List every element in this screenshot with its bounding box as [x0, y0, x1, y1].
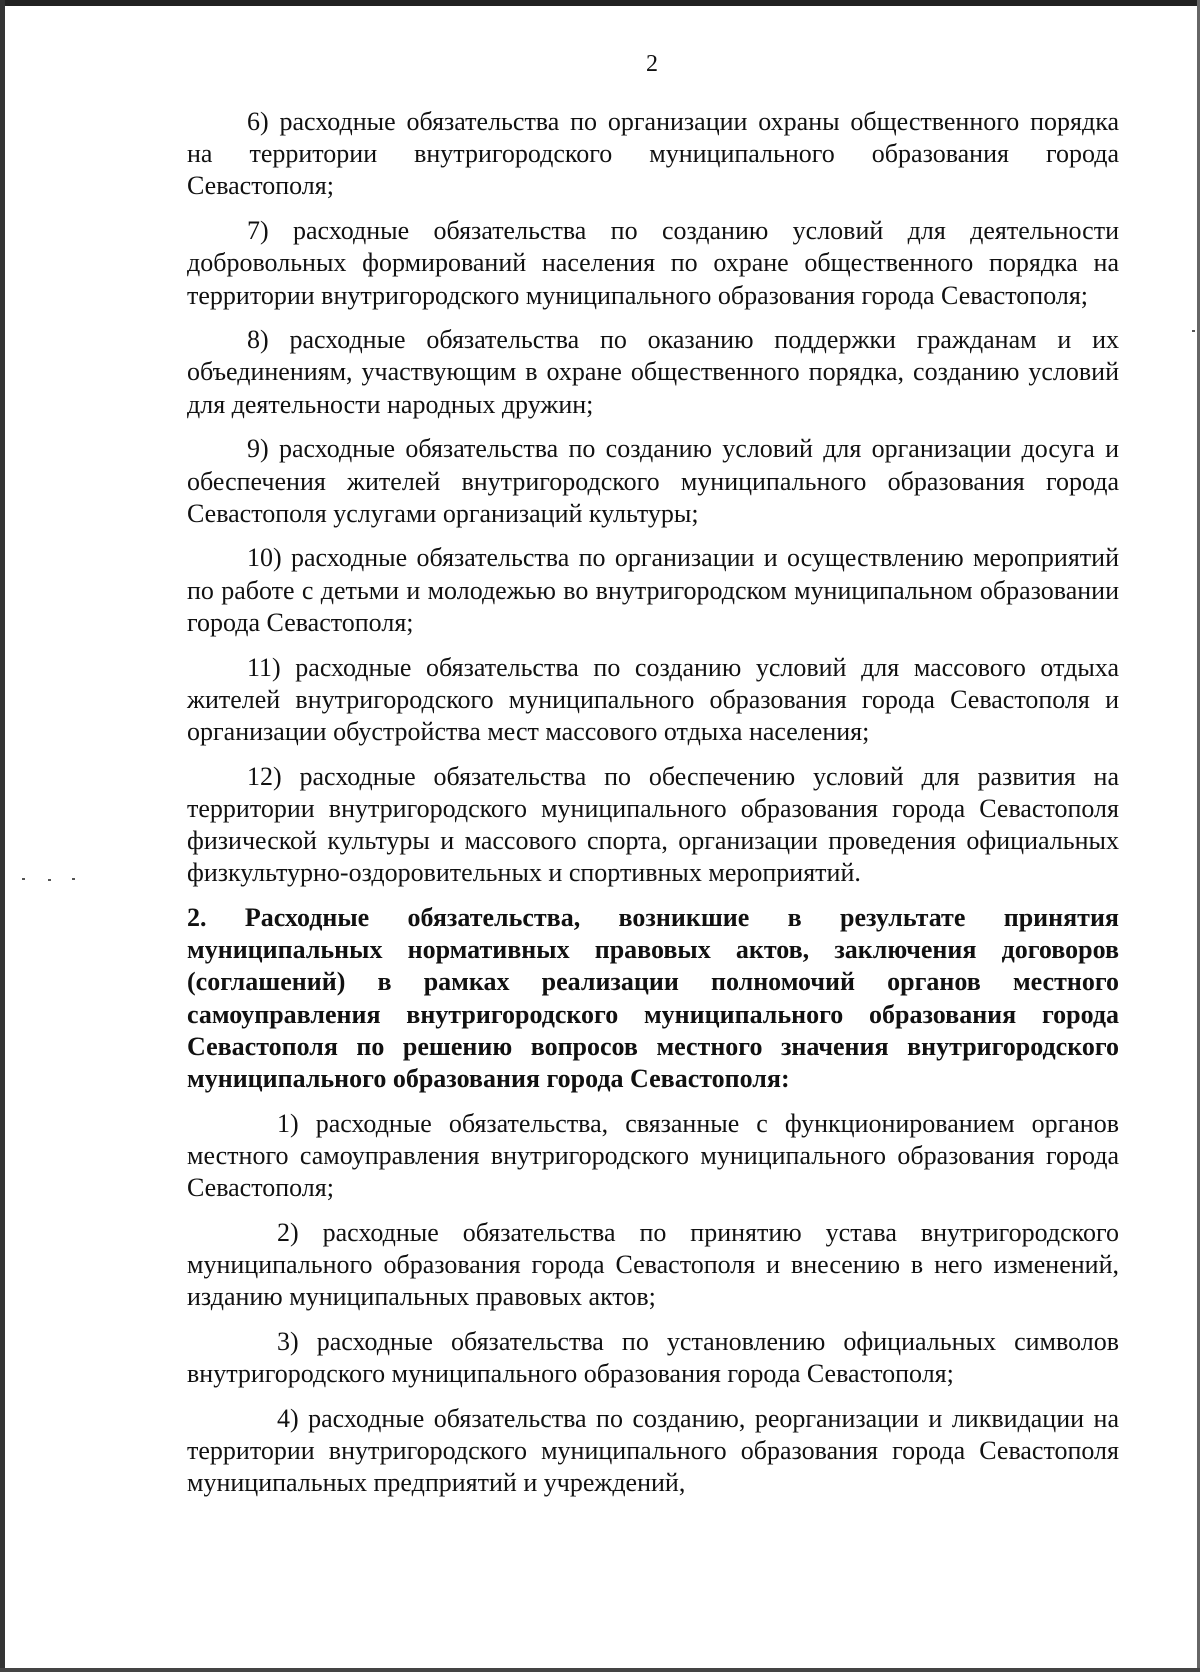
scan-artifact: [22, 878, 25, 880]
list-item: 12) расходные обязательства по обеспечению условий для развития на территории внутригородского муниципального образования города Севастополя физической культуры и массового спорта, организации проведения официальных физкультурно-оздоровительных и спортивных мероприятий.: [187, 761, 1119, 888]
scan-artifact: [1192, 330, 1195, 332]
list-item: 3) расходные обязательства по установлению официальных символов внутригородского муниципального образования города Севастополя;: [187, 1326, 1119, 1389]
list-item: 8) расходные обязательства по оказанию поддержки гражданам и их объединениям, участвующим в охране общественного порядка, созданию условий для деятельности народных дружин;: [187, 325, 1119, 419]
scan-artifact: [48, 879, 51, 881]
document-body: [187, 106, 1119, 1512]
list-item: 7) расходные обязательства по созданию условий для деятельности добровольных формирований населения по охране общественного порядка на территории внутригородского муниципального образования города Севастополя;: [187, 216, 1119, 310]
list-item: 11) расходные обязательства по созданию условий для массового отдыха жителей внутригородского муниципального образования города Севастополя и организации обустройства мест массового отдыха населения;: [187, 652, 1119, 746]
scan-artifact: [72, 878, 75, 880]
scan-border-bottom: [0, 1668, 1200, 1672]
scan-border-left: [0, 0, 5, 1672]
list-item: 1) расходные обязательства, связанные с функционированием органов местного самоуправления внутригородского муниципального образования города Севастополя;: [187, 1108, 1119, 1203]
list-item: 2) расходные обязательства по принятию устава внутригородского муниципального образования города Севастополя и внесению в него изменений, изданию муниципальных правовых актов;: [187, 1217, 1119, 1312]
page-number: 2: [646, 51, 658, 77]
list-item: 9) расходные обязательства по созданию условий для организации досуга и обеспечения жителей внутригородского муниципального образования города Севастополя услугами организаций культуры;: [187, 434, 1119, 528]
list-item: 4) расходные обязательства по созданию, реорганизации и ликвидации на территории внутригородского муниципального образования города Севастополя муниципальных предприятий и учреждений,: [187, 1403, 1119, 1498]
list-item: 6) расходные обязательства по организации охраны общественного порядка на территории внутригородского муниципального образования города Севастополя;: [187, 107, 1119, 201]
scan-border-top: [0, 0, 1200, 6]
list-item: 10) расходные обязательства по организации и осуществлению мероприятий по работе с детьми и молодежью во внутригородском муниципальном образовании города Севастополя;: [187, 543, 1119, 637]
section-heading: 2. Расходные обязательства, возникшие в результате принятия муниципальных нормативных правовых актов, заключения договоров (соглашений) в рамках реализации полномочий органов местного самоуправления внутригородского муниципального образования города Севастополя по решению вопросов местного значения внутригородского муниципального образования города Севастополя:: [187, 902, 1119, 1093]
